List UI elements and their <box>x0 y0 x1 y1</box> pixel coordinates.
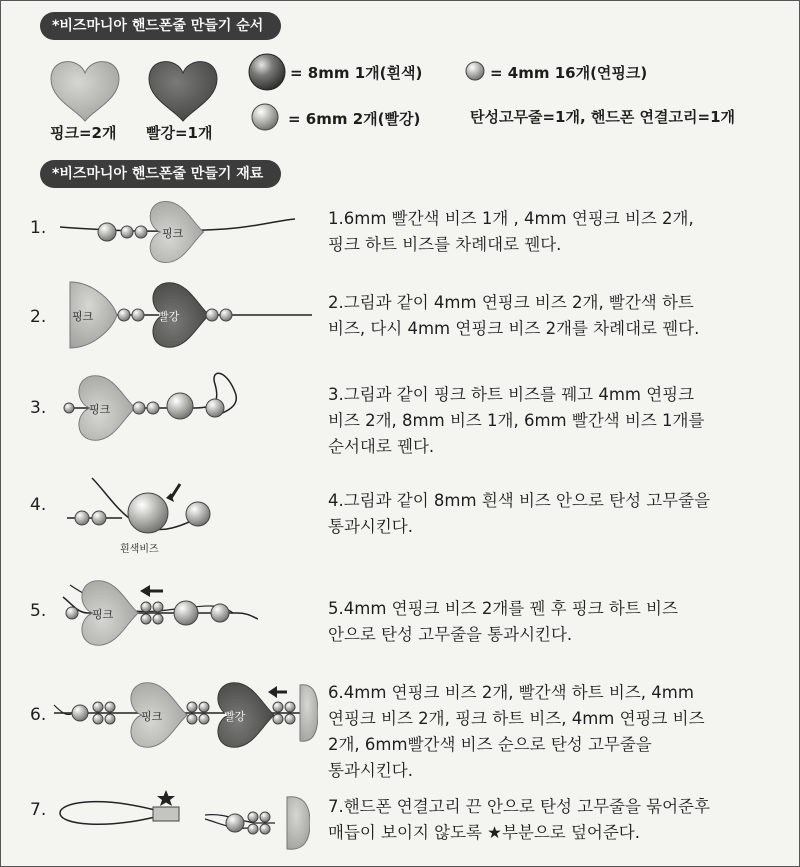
red-heart-bead-icon <box>149 62 217 121</box>
header-materials: *비즈마니아 핸드폰줄 만들기 재료 <box>40 160 281 188</box>
step-6-illustration <box>52 675 318 760</box>
pink-label: 핑크 <box>162 227 184 240</box>
connector-tube <box>153 807 179 821</box>
bead-4mm-icon <box>462 58 492 88</box>
arrow-head-icon <box>140 585 150 597</box>
step-7-number: 7. <box>30 800 47 820</box>
pink-label: 핑크 <box>89 403 111 416</box>
legend-pink-count: 핑크=2개 <box>50 124 117 142</box>
white-bead-label: 흰색비즈 <box>120 544 159 555</box>
step-7-illustration <box>55 785 310 855</box>
step-3-illustration <box>55 362 315 447</box>
star-icon <box>157 790 175 806</box>
arrow-head-icon <box>268 686 277 698</box>
legend-4mm: = 4mm 16개(연핑크) <box>490 64 648 82</box>
step-2-number: 2. <box>30 307 47 327</box>
red-label: 빨강 <box>158 310 180 323</box>
pink-heart-bead-icon <box>51 62 119 121</box>
step-1-text: 1.6mm 빨간색 비즈 1개 , 4mm 연핑크 비즈 2개, 핑크 하트 비즈를 차례대로 꿴다. <box>328 209 694 254</box>
legend-8mm: = 8mm 1개(흰색) <box>290 64 423 82</box>
header-order: *비즈마니아 핸드폰줄 만들기 순서 <box>40 12 281 40</box>
red-label: 빨강 <box>224 710 246 723</box>
step-7-text: 7.핸드폰 연결고리 끈 안으로 탄성 고무줄을 묶어준후 매듭이 보이지 않도록 ★부분으로 덮어준다. <box>328 797 710 842</box>
step-1-illustration <box>55 195 315 270</box>
legend-6mm: = 6mm 2개(빨강) <box>288 110 421 128</box>
bead-8mm-icon <box>245 50 295 100</box>
step-6-number: 6. <box>30 705 47 725</box>
step-3-text: 3.그림과 같이 핑크 하트 비즈를 꿰고 4mm 연핑크 비즈 2개, 8mm 비즈 1개, 6mm 빨간색 비즈 1개를 순서대로 꿴다. <box>328 385 705 456</box>
step-3-number: 3. <box>30 398 47 418</box>
step-1-number: 1. <box>30 218 47 238</box>
bead-6mm-icon <box>248 100 284 136</box>
pink-label: 핑크 <box>141 710 163 723</box>
step-5-illustration <box>58 575 258 650</box>
phone-strap-loop <box>60 802 155 825</box>
step-5-text: 5.4mm 연핑크 비즈 2개를 꿴 후 핑크 하트 비즈 안으로 탄성 고무줄을 통과시킨다. <box>328 599 678 644</box>
legend-red-count: 빨강=1개 <box>146 124 213 142</box>
step-6-text: 6.4mm 연핑크 비즈 2개, 빨간색 하트 비즈, 4mm 연핑크 비즈 2개, 핑크 하트 비즈, 4mm 연핑크 비즈 2개, 6mm빨간색 비즈 순으로 탄성 고무줄을 통과시킨다. <box>328 683 705 780</box>
step-2-illustration <box>62 280 317 355</box>
arrow-icon <box>171 484 180 498</box>
pink-label: 핑크 <box>92 608 114 621</box>
step-4-illustration <box>62 468 262 563</box>
step-4-number: 4. <box>30 495 47 515</box>
step-5-number: 5. <box>30 601 47 621</box>
step-4-text: 4.그림과 같이 8mm 흰색 비즈 안으로 탄성 고무줄을 통과시킨다. <box>328 491 711 536</box>
legend-other: 탄성고무줄=1개, 핸드폰 연결고리=1개 <box>470 108 736 126</box>
step-2-text: 2.그림과 같이 4mm 연핑크 비즈 2개, 빨간색 하트 비즈, 다시 4mm 연핑크 비즈 2개를 차례대로 꿴다. <box>328 293 700 338</box>
pink-label: 핑크 <box>72 310 94 323</box>
